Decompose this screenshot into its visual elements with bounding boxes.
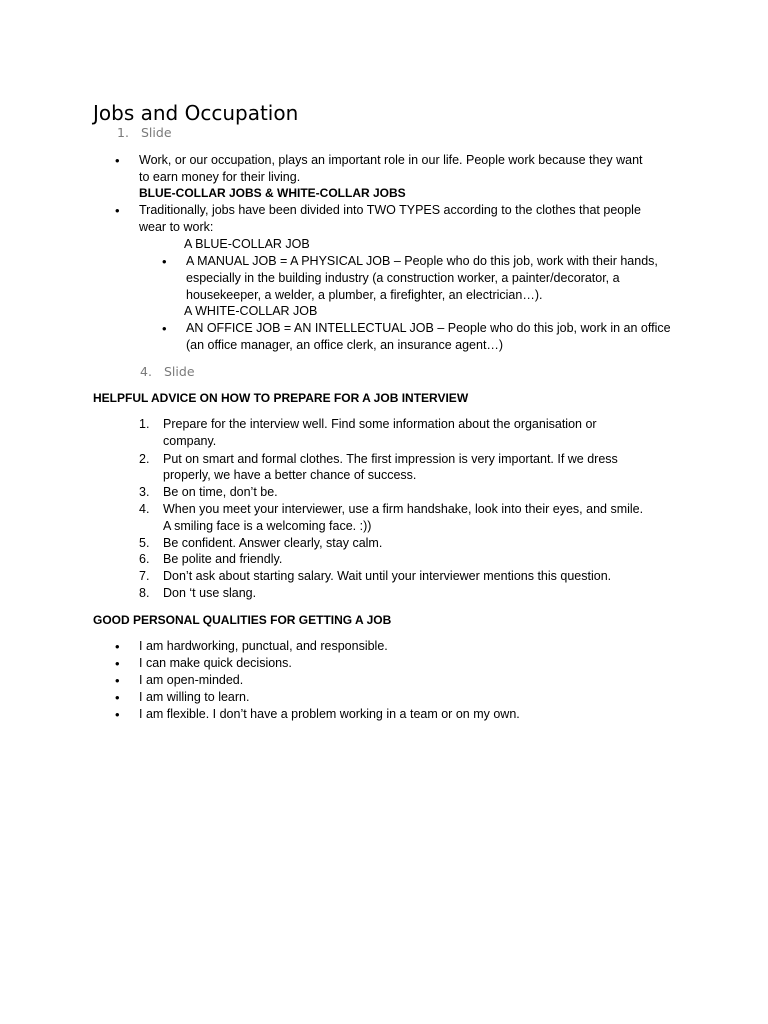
- advice-line: Don’t ask about starting salary. Wait until your interviewer mentions this question.: [163, 569, 612, 583]
- bullet-icon: •: [115, 673, 120, 688]
- list-number: 8.: [139, 586, 150, 600]
- list-number: 2.: [139, 452, 150, 466]
- list-number: 3.: [139, 485, 150, 499]
- intro-paragraph-line: to earn money for their living.: [139, 170, 301, 184]
- bullet-icon: •: [115, 656, 120, 671]
- advice-line: company.: [163, 434, 217, 448]
- slide-label: Slide: [164, 364, 195, 379]
- list-number: 6.: [139, 552, 150, 566]
- intro-paragraph-line: Work, or our occupation, plays an important role in our life. People work because they want: [139, 153, 643, 167]
- list-number: 4.: [139, 502, 150, 516]
- list-number: 1.: [139, 417, 150, 431]
- blue-collar-line: housekeeper, a welder, a plumber, a firefighter, an electrician…).: [186, 288, 543, 302]
- list-number: 7.: [139, 569, 150, 583]
- blue-collar-line: especially in the building industry (a construction worker, a painter/decorator, a: [186, 271, 620, 285]
- collar-jobs-heading: BLUE-COLLAR JOBS & WHITE-COLLAR JOBS: [139, 186, 406, 200]
- quality-item: I can make quick decisions.: [139, 656, 292, 670]
- page-title: Jobs and Occupation: [93, 101, 299, 125]
- advice-line: Put on smart and formal clothes. The first impression is very important. If we dress: [163, 452, 618, 466]
- bullet-icon: •: [162, 254, 167, 269]
- quality-item: I am open-minded.: [139, 673, 244, 687]
- list-number: 5.: [139, 536, 150, 550]
- slide-label: Slide: [141, 125, 172, 140]
- slide-marker-1: [117, 125, 172, 141]
- slide-marker-4: [140, 364, 195, 380]
- blue-collar-heading: A BLUE-COLLAR JOB: [184, 237, 310, 251]
- slide-number: 1.: [117, 125, 129, 140]
- advice-line: Be polite and friendly.: [163, 552, 283, 566]
- bullet-icon: •: [115, 707, 120, 722]
- blue-collar-line: A MANUAL JOB = A PHYSICAL JOB – People who do this job, work with their hands,: [186, 254, 658, 268]
- bullet-icon: •: [115, 690, 120, 705]
- quality-item: I am flexible. I don’t have a problem working in a team or on my own.: [139, 707, 520, 721]
- slide-number: 4.: [140, 364, 152, 379]
- white-collar-line: AN OFFICE JOB = AN INTELLECTUAL JOB – People who do this job, work in an office: [186, 321, 671, 335]
- advice-line: Prepare for the interview well. Find some information about the organisation or: [163, 417, 597, 431]
- advice-line: properly, we have a better chance of success.: [163, 468, 417, 482]
- white-collar-heading: A WHITE-COLLAR JOB: [184, 304, 318, 318]
- advice-line: A smiling face is a welcoming face. :)): [163, 519, 372, 533]
- advice-line: Be confident. Answer clearly, stay calm.: [163, 536, 383, 550]
- bullet-icon: •: [115, 153, 120, 168]
- bullet-icon: •: [115, 203, 120, 218]
- quality-item: I am hardworking, punctual, and responsible.: [139, 639, 388, 653]
- advice-line: Don ‘t use slang.: [163, 586, 257, 600]
- bullet-icon: •: [115, 639, 120, 654]
- advice-heading: HELPFUL ADVICE ON HOW TO PREPARE FOR A JOB INTERVIEW: [93, 391, 469, 405]
- intro-paragraph-line: wear to work:: [139, 220, 214, 234]
- quality-item: I am willing to learn.: [139, 690, 250, 704]
- advice-line: When you meet your interviewer, use a firm handshake, look into their eyes, and smile.: [163, 502, 644, 516]
- bullet-icon: •: [162, 321, 167, 336]
- advice-line: Be on time, don’t be.: [163, 485, 278, 499]
- white-collar-line: (an office manager, an office clerk, an insurance agent…): [186, 338, 504, 352]
- qualities-heading: GOOD PERSONAL QUALITIES FOR GETTING A JOB: [93, 613, 392, 627]
- intro-paragraph-line: Traditionally, jobs have been divided into TWO TYPES according to the clothes that people: [139, 203, 641, 217]
